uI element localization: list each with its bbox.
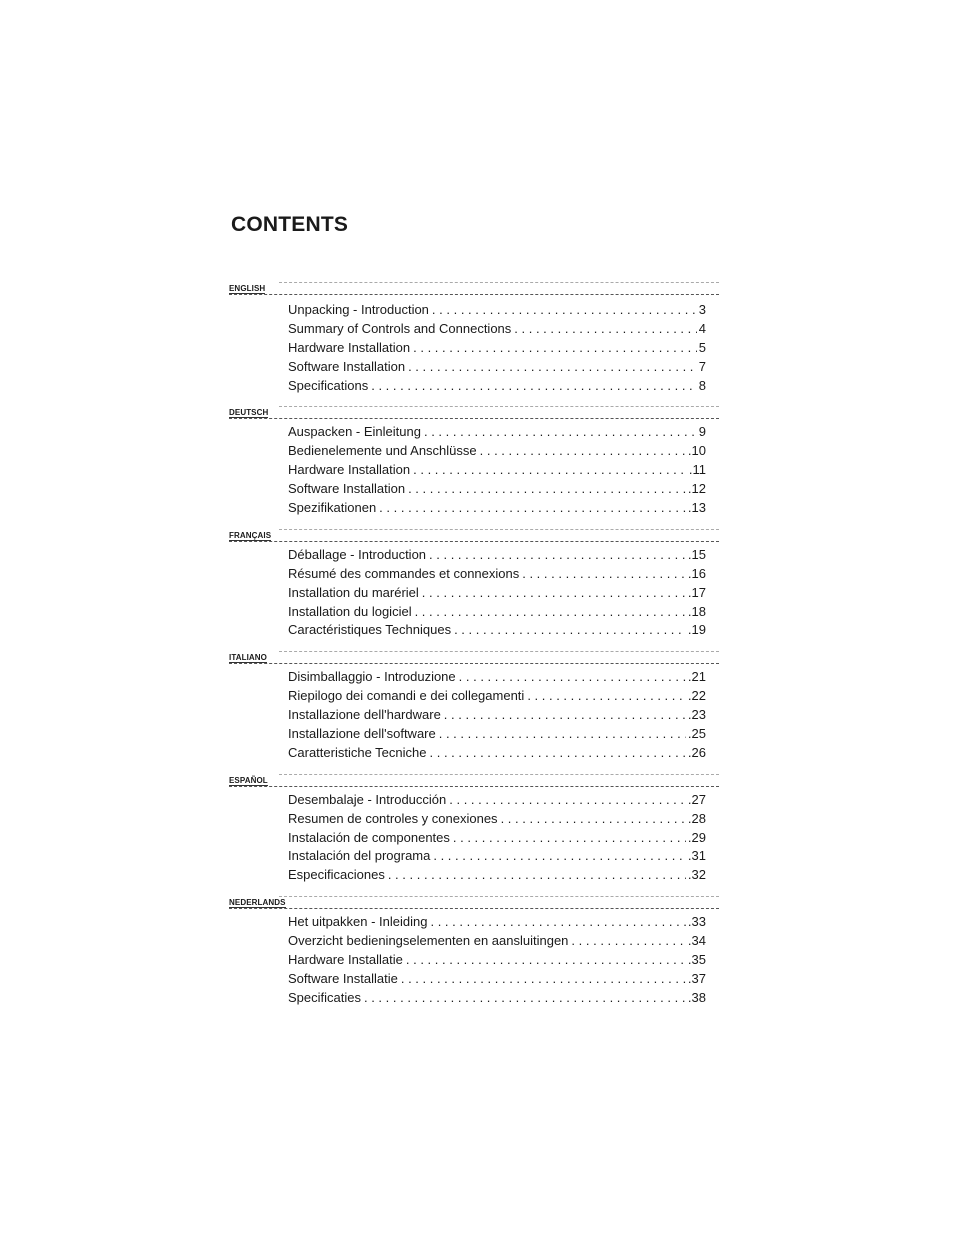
entry-list xyxy=(229,792,719,886)
toc-entry xyxy=(288,792,706,811)
toc-entry xyxy=(288,990,706,1009)
dot-leader xyxy=(422,585,686,600)
toc-entry xyxy=(288,688,706,707)
entry-title: Caratteristiche Tecniche xyxy=(288,744,427,760)
entry-list xyxy=(229,547,719,641)
entry-title: Resumen de controles y conexiones xyxy=(288,810,498,826)
section-header xyxy=(229,774,719,788)
entry-title: Riepilogo dei comandi e dei collegamenti xyxy=(288,688,525,704)
dot-leader xyxy=(406,952,686,967)
entry-title: Software Installation xyxy=(288,481,406,497)
toc-entry xyxy=(288,378,706,397)
entry-title: Hardware Installatie xyxy=(288,952,403,968)
entry-title: Installazione dell'hardware xyxy=(288,707,441,723)
toc-entry xyxy=(288,340,706,359)
entry-page: .35 xyxy=(687,952,706,968)
toc-entry xyxy=(288,811,706,830)
entry-page: 9 xyxy=(698,424,706,440)
dot-leader xyxy=(388,867,686,882)
dot-leader xyxy=(432,302,697,317)
toc-entry xyxy=(288,933,706,952)
dot-leader xyxy=(415,604,686,619)
entry-page: 7 xyxy=(698,358,706,374)
toc-entry xyxy=(288,359,706,378)
toc-entry xyxy=(288,669,706,688)
entry-title: Auspacken - Einleitung xyxy=(288,424,421,440)
toc-entry xyxy=(288,745,706,764)
dot-leader xyxy=(439,726,686,741)
entry-page: .31 xyxy=(687,848,706,864)
entry-page: .33 xyxy=(687,914,706,930)
entry-title: Instalación del programa xyxy=(288,848,431,864)
entry-title: Specifications xyxy=(288,377,369,393)
entry-title: Software Installatie xyxy=(288,970,398,986)
entry-page: 8 xyxy=(698,377,706,393)
section-francais xyxy=(229,529,719,641)
entry-title: Hardware Installation xyxy=(288,462,411,478)
section-divider xyxy=(279,282,719,283)
entry-page: .22 xyxy=(687,688,706,704)
entry-page: .29 xyxy=(687,829,706,845)
toc-entry xyxy=(288,321,706,340)
entry-title: Instalación de componentes xyxy=(288,829,450,845)
dot-leader xyxy=(413,462,687,477)
entry-page: .19 xyxy=(687,622,706,638)
entry-title: Caractéristiques Techniques xyxy=(288,622,452,638)
section-divider xyxy=(229,418,719,419)
toc-entry xyxy=(288,707,706,726)
entry-title: Unpacking - Introduction xyxy=(288,302,429,317)
entry-page: .25 xyxy=(687,726,706,742)
dot-leader xyxy=(371,378,697,393)
entry-title: Résumé des commandes et connexions xyxy=(288,565,520,581)
entry-page: .17 xyxy=(687,584,706,600)
entry-title: Bedienelemente und Anschlüsse xyxy=(288,443,477,459)
entry-page: .38 xyxy=(687,989,706,1005)
table-of-contents xyxy=(229,282,719,1019)
entry-title: Hardware Installation xyxy=(288,339,411,355)
entry-title: Desembalaje - Introducción xyxy=(288,791,447,807)
entry-page: .26 xyxy=(687,744,706,760)
toc-entry xyxy=(288,914,706,933)
section-label: ENGLISH xyxy=(229,284,266,293)
section-divider xyxy=(229,908,719,909)
toc-entry xyxy=(288,848,706,867)
section-italiano xyxy=(229,651,719,763)
dot-leader xyxy=(401,971,686,986)
section-label: ITALIANO xyxy=(229,653,267,663)
section-divider xyxy=(279,529,719,530)
entry-page: .18 xyxy=(687,603,706,619)
section-divider xyxy=(279,406,719,407)
entry-page: 5 xyxy=(698,339,706,355)
toc-entry xyxy=(288,500,706,519)
toc-entry xyxy=(288,424,706,443)
section-divider xyxy=(229,541,719,542)
entry-title: Installation du logiciel xyxy=(288,603,412,619)
toc-entry xyxy=(288,867,706,886)
toc-entry xyxy=(288,622,706,641)
section-divider xyxy=(229,663,719,664)
section-label: NEDERLANDS xyxy=(229,898,286,908)
entry-list xyxy=(229,424,719,518)
section-header xyxy=(229,651,719,665)
toc-entry xyxy=(288,604,706,623)
toc-entry xyxy=(288,443,706,462)
entry-page: .23 xyxy=(687,707,706,723)
entry-title: Installation du marériel xyxy=(288,584,419,600)
toc-entry xyxy=(288,726,706,745)
entry-title: Disimballaggio - Introduzione xyxy=(288,669,456,685)
dot-leader xyxy=(379,500,686,515)
dot-leader xyxy=(433,848,686,863)
dot-leader xyxy=(444,707,686,722)
entry-page: .32 xyxy=(687,867,706,883)
section-nederlands xyxy=(229,896,719,1008)
entry-title: Especificaciones xyxy=(288,867,385,883)
section-espanol xyxy=(229,774,719,886)
toc-entry xyxy=(288,952,706,971)
entry-page: 3 xyxy=(698,302,706,317)
dot-leader xyxy=(430,914,685,929)
entry-page: .12 xyxy=(687,481,706,497)
section-english xyxy=(229,282,719,396)
dot-leader xyxy=(454,622,686,637)
dot-leader xyxy=(480,443,686,458)
section-divider xyxy=(229,294,719,295)
section-divider xyxy=(229,786,719,787)
section-divider xyxy=(279,651,719,652)
entry-list xyxy=(229,669,719,763)
dot-leader xyxy=(424,424,697,439)
section-header xyxy=(229,529,719,543)
section-divider xyxy=(279,774,719,775)
dot-leader xyxy=(429,547,686,562)
entry-page: .10 xyxy=(687,443,706,459)
entry-page: .16 xyxy=(687,565,706,581)
entry-page: 4 xyxy=(698,320,706,336)
dot-leader xyxy=(522,566,686,581)
entry-title: Déballage - Introduction xyxy=(288,546,427,562)
section-header xyxy=(229,282,719,296)
dot-leader xyxy=(571,933,686,948)
dot-leader xyxy=(459,669,686,684)
toc-entry xyxy=(288,462,706,481)
entry-title: Specificaties xyxy=(288,989,361,1005)
dot-leader xyxy=(408,481,686,496)
entry-page: .37 xyxy=(687,970,706,986)
dot-leader xyxy=(449,792,686,807)
dot-leader xyxy=(501,811,686,826)
entry-page: .13 xyxy=(687,500,706,516)
entry-title: Installazione dell'software xyxy=(288,726,436,742)
toc-entry xyxy=(288,481,706,500)
dot-leader xyxy=(527,688,686,703)
section-header xyxy=(229,896,719,910)
dot-leader xyxy=(453,830,686,845)
dot-leader xyxy=(430,745,686,760)
entry-title: Spezifikationen xyxy=(288,500,377,516)
toc-entry xyxy=(288,566,706,585)
entry-page: .15 xyxy=(687,546,706,562)
section-divider xyxy=(279,896,719,897)
dot-leader xyxy=(514,321,696,336)
dot-leader xyxy=(408,359,697,374)
dot-leader xyxy=(364,990,686,1005)
dot-leader xyxy=(413,340,697,355)
toc-entry xyxy=(288,302,706,321)
entry-page: .34 xyxy=(687,933,706,949)
entry-list xyxy=(229,914,719,1008)
page-title: CONTENTS xyxy=(231,213,349,236)
toc-entry xyxy=(288,830,706,849)
entry-title: Software Installation xyxy=(288,358,406,374)
entry-page: .27 xyxy=(687,791,706,807)
section-label: ESPAÑOL xyxy=(229,775,268,785)
section-deutsch xyxy=(229,406,719,518)
entry-list xyxy=(229,302,719,396)
entry-page: .11 xyxy=(688,462,706,478)
entry-page: .28 xyxy=(687,810,706,826)
entry-title: Het uitpakken - Inleiding xyxy=(288,914,428,930)
entry-title: Overzicht bedieningselementen en aansluitingen xyxy=(288,933,569,949)
section-label: DEUTSCH xyxy=(229,408,269,418)
toc-entry xyxy=(288,971,706,990)
toc-entry xyxy=(288,547,706,566)
section-header xyxy=(229,406,719,420)
toc-entry xyxy=(288,585,706,604)
entry-page: .21 xyxy=(687,669,706,685)
section-label: FRANÇAIS xyxy=(229,530,272,540)
entry-title: Summary of Controls and Connections xyxy=(288,320,512,336)
